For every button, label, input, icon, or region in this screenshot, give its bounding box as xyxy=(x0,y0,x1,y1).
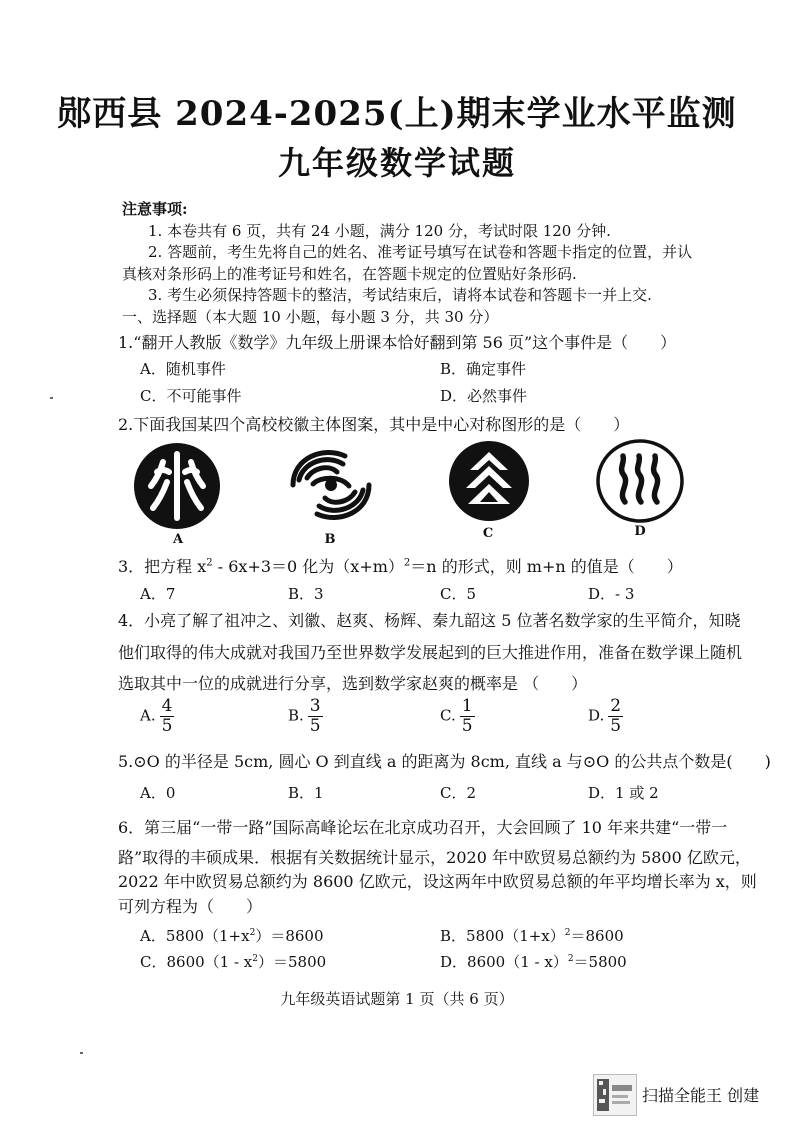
q3-option-d: D．- 3 xyxy=(588,585,635,603)
q4-line2: 他们取得的伟大成就对我国乃至世界数学发展起到的巨大推进作用，准备在数学课上随机 xyxy=(118,643,743,662)
q6-c-part1: C．8600（1 - x xyxy=(140,953,253,971)
q3-stem-sup1: 2 xyxy=(206,557,213,569)
q4-option-b xyxy=(288,697,323,736)
q3-option-b: B．3 xyxy=(288,585,324,603)
q1-stem: 1.“翻开人教版《数学》九年级上册课本恰好翻到第 56 页”这个事件是（ ） xyxy=(118,333,677,352)
q4-option-a-fraction xyxy=(160,697,175,736)
q4-d-numerator: 2 xyxy=(610,696,622,716)
q5-option-b: B．1 xyxy=(288,784,324,802)
q4-c-denominator: 5 xyxy=(461,716,473,736)
logo-b-label: B xyxy=(324,532,336,547)
q6-b-sup: 2 xyxy=(564,928,571,938)
q5-option-d: D．1 或 2 xyxy=(588,784,659,802)
logo-d-icon xyxy=(595,438,685,524)
logo-a-label: A xyxy=(172,532,184,547)
note-1: 1. 本卷共有 6 页，共有 24 小题，满分 120 分，考试时限 120 分钟. xyxy=(148,222,611,240)
q6-a-part1: A．5800（1+x xyxy=(140,927,250,945)
q4-line1: 4．小亮了解了祖冲之、刘徽、赵爽、杨辉、秦九韶这 5 位著名数学家的生平简介，知晓 xyxy=(118,611,741,630)
q6-line1: 6．第三届“一带一路”国际高峰论坛在北京成功召开，大会回顾了 10 年来共建“一带一 xyxy=(118,818,728,837)
q6-line2: 路”取得的丰硕成果．根据有关数据统计显示，2020 年中欧贸易总额约为 5800 亿欧元， xyxy=(118,848,751,867)
section-1-heading: 一、选择题（本大题 10 小题，每小题 3 分，共 30 分） xyxy=(122,308,499,326)
q6-option-a xyxy=(140,925,324,946)
q6-option-d xyxy=(440,951,627,972)
q6-line3: 2022 年中欧贸易总额约为 8600 亿欧元，设这两年中欧贸易总额的年平均增长率为 x，则 xyxy=(118,872,757,891)
note-2b: 真核对条形码上的准考证号和姓名，在答题卡规定的位置贴好条形码. xyxy=(122,265,577,283)
q6-a-sup: 2 xyxy=(249,928,256,938)
q6-c-part2: ）＝5800 xyxy=(258,953,327,971)
q6-d-part1: D．8600（1 - x） xyxy=(440,953,568,971)
q4-option-c xyxy=(440,697,475,736)
q4-c-numerator: 1 xyxy=(461,696,473,716)
logo-a-icon xyxy=(133,442,221,530)
q4-option-d-fraction xyxy=(608,697,623,736)
q3-stem-sup2: 2 xyxy=(403,557,411,569)
q1-option-d: D．必然事件 xyxy=(440,387,528,405)
q4-option-d-letter: D. xyxy=(588,706,605,725)
logo-d-label: D xyxy=(634,524,646,539)
q6-d-sup: 2 xyxy=(567,954,574,964)
q4-option-b-letter: B. xyxy=(288,706,304,725)
q5-stem: 5.⊙O 的半径是 5cm, 圆心 O 到直线 a 的距离为 8cm, 直线 a 与⊙O 的公共点个数是( ) xyxy=(118,752,771,771)
q4-d-denominator: 5 xyxy=(610,716,622,736)
exam-title-line2: 九年级数学试题 xyxy=(277,144,516,182)
q3-stem xyxy=(118,554,683,577)
note-2a: 2. 答题前，考生先将自己的姓名、准考证号填写在试卷和答题卡指定的位置，并认 xyxy=(148,243,693,261)
q4-option-b-fraction xyxy=(308,697,323,736)
q4-option-d xyxy=(588,697,623,736)
q3-stem-part2: - 6x+3＝0 化为（x+m） xyxy=(212,557,404,576)
q4-option-c-letter: C. xyxy=(440,706,456,725)
q6-b-part1: B．5800（1+x） xyxy=(440,927,565,945)
q6-option-c xyxy=(140,951,326,972)
q6-a-part2: ）＝8600 xyxy=(255,927,324,945)
q4-b-denominator: 5 xyxy=(309,716,321,736)
note-3: 3. 考生必须保持答题卡的整洁，考试结束后，请将本试卷和答题卡一并上交. xyxy=(148,286,652,304)
q6-option-b xyxy=(440,925,624,946)
scanner-watermark-text: 扫描全能王 创建 xyxy=(642,1086,760,1105)
q5-option-c: C．2 xyxy=(440,784,477,802)
q1-option-a: A．随机事件 xyxy=(140,360,226,378)
q3-stem-part1: 3．把方程 x xyxy=(118,557,207,576)
scanner-qr-icon xyxy=(593,1074,637,1116)
q4-option-a xyxy=(140,697,174,736)
q1-option-c: C．不可能事件 xyxy=(140,387,242,405)
q4-b-numerator: 3 xyxy=(309,696,321,716)
notes-heading: 注意事项: xyxy=(122,200,188,218)
q3-option-a: A．7 xyxy=(140,585,176,603)
q5-option-a: A．0 xyxy=(140,784,176,802)
exam-title-line1: 郧西县 2024-2025(上)期末学业水平监测 xyxy=(57,94,737,134)
logo-b-icon xyxy=(283,440,379,530)
q4-line3: 选取其中一位的成就进行分享，选到数学家赵爽的概率是 （ ） xyxy=(118,674,588,693)
q6-d-part2: ＝5800 xyxy=(573,953,627,971)
q4-a-denominator: 5 xyxy=(161,716,173,736)
logo-c-icon xyxy=(448,440,530,522)
q4-option-c-fraction xyxy=(460,697,475,736)
q3-stem-part3: ＝n 的形式，则 m+n 的值是（ ） xyxy=(410,557,683,576)
page-footer: 九年级英语试题第 1 页（共 6 页） xyxy=(280,990,514,1008)
scan-speck xyxy=(80,1052,83,1054)
q4-a-numerator: 4 xyxy=(161,696,173,716)
q6-b-part2: ＝8600 xyxy=(570,927,624,945)
q1-option-b: B．确定事件 xyxy=(440,360,527,378)
scan-speck xyxy=(50,397,53,399)
q6-c-sup: 2 xyxy=(252,954,258,964)
q3-option-c: C．5 xyxy=(440,585,477,603)
q2-stem: 2.下面我国某四个高校校徽主体图案，其中是中心对称图形的是（ ） xyxy=(118,415,630,434)
logo-c-label: C xyxy=(482,526,494,541)
q6-line4: 可列方程为（ ） xyxy=(118,897,263,916)
q4-option-a-letter: A. xyxy=(140,706,156,725)
